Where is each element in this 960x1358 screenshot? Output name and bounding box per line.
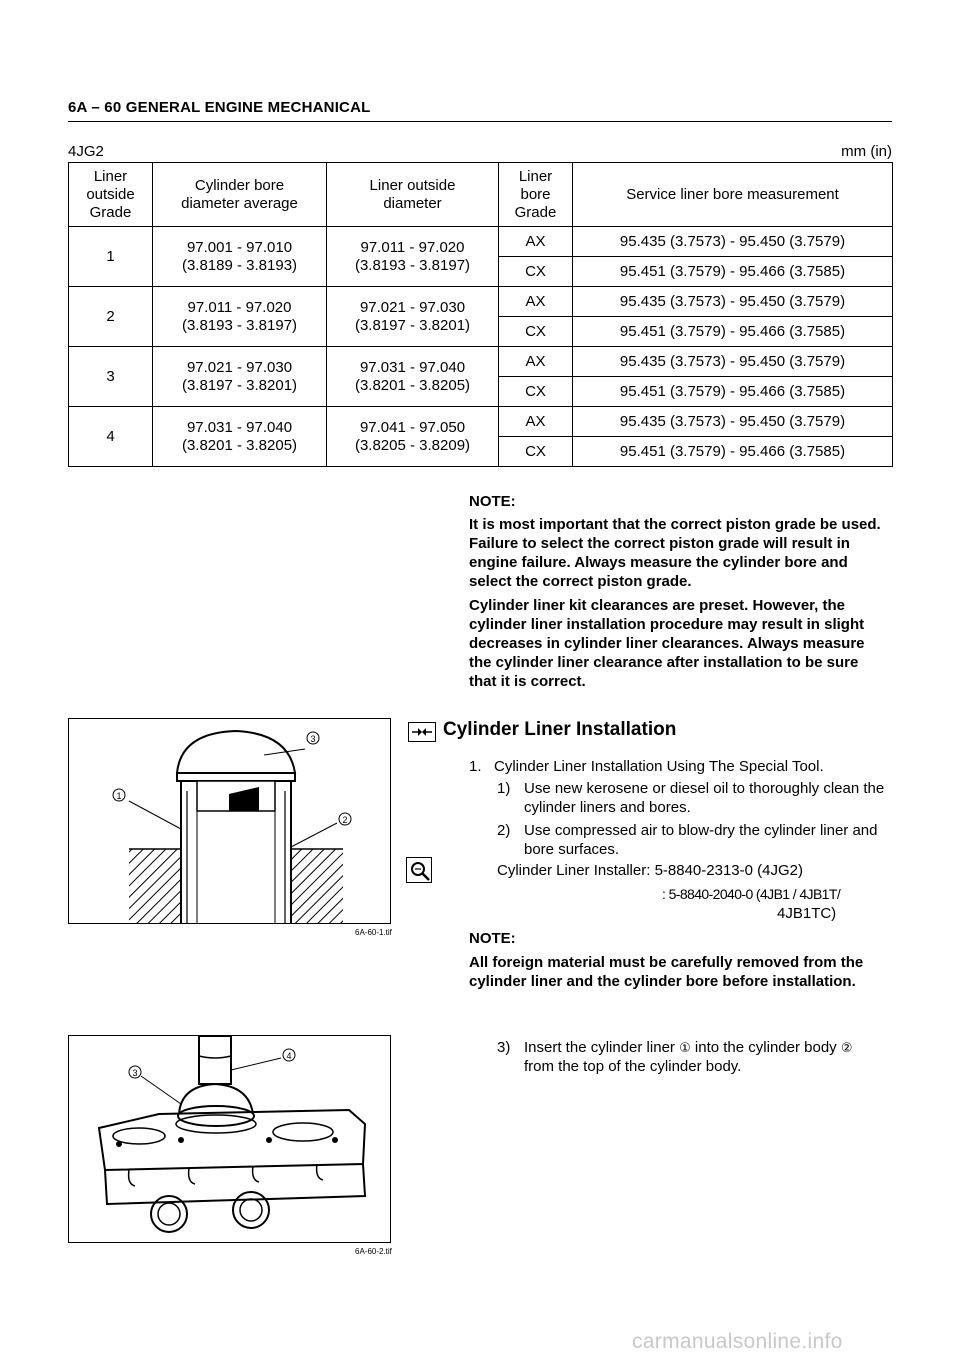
table-header-row bbox=[69, 163, 893, 227]
figure-caption: 6A-60-1.tif bbox=[355, 928, 392, 937]
special-tool-number: 4JB1TC) bbox=[777, 905, 837, 922]
note-paragraph: It is most important that the correct piston grade be used. Failure to select the correct piston grade will result in engine failure. Always measure the cylinder bore and select the correct piston grade. bbox=[469, 516, 881, 590]
cylinder-block-illustration bbox=[69, 1036, 390, 1242]
cell-outside: 97.011 - 97.020 (3.8193 - 3.8197) bbox=[327, 227, 499, 287]
step-1: 1. Cylinder Liner Installation Using The Special Tool. bbox=[469, 758, 824, 775]
callout-4 bbox=[283, 1049, 295, 1061]
liner-installer-illustration bbox=[69, 719, 390, 923]
table-row bbox=[69, 407, 893, 437]
cell-measurement: 95.435 (3.7573) - 95.450 (3.7579) bbox=[573, 347, 893, 377]
circled-1-mark: ① bbox=[679, 1040, 691, 1055]
cell-measurement: 95.451 (3.7579) - 95.466 (3.7585) bbox=[573, 437, 893, 467]
cell-bore-grade: AX bbox=[499, 287, 573, 317]
special-tool-icon bbox=[406, 857, 432, 883]
cell-bore-grade: CX bbox=[499, 317, 573, 347]
page-header-title: 6A – 60 GENERAL ENGINE MECHANICAL bbox=[68, 99, 371, 116]
cell-bore: 97.001 - 97.010 (3.8189 - 3.8193) bbox=[153, 227, 327, 287]
header-cylinder-bore-average: Cylinder bore diameter average bbox=[153, 163, 327, 227]
liner-insert-figure bbox=[68, 1035, 391, 1243]
step3-text-c: from the top of the cylinder body. bbox=[524, 1058, 742, 1075]
cell-measurement: 95.435 (3.7573) - 95.450 (3.7579) bbox=[573, 227, 893, 257]
table-engine-label: 4JG2 bbox=[68, 143, 104, 160]
header-liner-outside-diameter: Liner outside diameter bbox=[327, 163, 499, 227]
callout-3 bbox=[307, 732, 319, 744]
cell-grade: 3 bbox=[69, 347, 153, 407]
cell-measurement: 95.451 (3.7579) - 95.466 (3.7585) bbox=[573, 317, 893, 347]
table-row bbox=[69, 287, 893, 317]
step3-text-b: into the cylinder body bbox=[690, 1039, 841, 1056]
watermark: carmanualsonline.info bbox=[632, 1330, 843, 1353]
substep-number: 3) bbox=[497, 1039, 511, 1056]
header-rule bbox=[68, 121, 892, 122]
substep-text: Use compressed air to blow-dry the cylinder liner and bore surfaces. bbox=[524, 822, 878, 858]
svg-text:3: 3 bbox=[132, 1068, 138, 1078]
substep-text bbox=[524, 1038, 894, 1076]
cell-grade: 2 bbox=[69, 287, 153, 347]
table-row bbox=[69, 227, 893, 257]
liner-installer-figure bbox=[68, 718, 391, 924]
cell-bore-grade: CX bbox=[499, 377, 573, 407]
svg-text:3: 3 bbox=[310, 734, 316, 744]
cell-bore-grade: AX bbox=[499, 227, 573, 257]
cell-grade: 1 bbox=[69, 227, 153, 287]
substep-number: 2) bbox=[497, 822, 511, 839]
note-paragraph: All foreign material must be carefully removed from the cylinder liner and the cylinder bore before installation. bbox=[469, 954, 864, 990]
header-liner-outside-grade: Liner outside Grade bbox=[69, 163, 153, 227]
step3-text-a: Insert the cylinder liner bbox=[524, 1039, 680, 1056]
callout-2 bbox=[339, 813, 351, 825]
substep-number: 1) bbox=[497, 780, 511, 797]
header-liner-bore-grade: Liner bore Grade bbox=[499, 163, 573, 227]
install-arrows-icon bbox=[408, 722, 436, 742]
cell-outside: 97.021 - 97.030 (3.8197 - 3.8201) bbox=[327, 287, 499, 347]
figure-caption: 6A-60-2.tif bbox=[355, 1247, 392, 1256]
cell-bore-grade: AX bbox=[499, 407, 573, 437]
special-tool-number: : 5-8840-2040-0 (4JB1 / 4JB1T/ bbox=[662, 886, 841, 902]
callout-3 bbox=[129, 1066, 141, 1078]
header-service-measurement: Service liner bore measurement bbox=[573, 163, 893, 227]
cell-measurement: 95.435 (3.7573) - 95.450 (3.7579) bbox=[573, 287, 893, 317]
cell-bore-grade: CX bbox=[499, 257, 573, 287]
cell-measurement: 95.451 (3.7579) - 95.466 (3.7585) bbox=[573, 257, 893, 287]
note-label: NOTE: bbox=[469, 930, 516, 947]
cell-grade: 4 bbox=[69, 407, 153, 467]
cell-outside: 97.031 - 97.040 (3.8201 - 3.8205) bbox=[327, 347, 499, 407]
callout-1 bbox=[113, 789, 125, 801]
cell-outside: 97.041 - 97.050 (3.8205 - 3.8209) bbox=[327, 407, 499, 467]
table-unit-label: mm (in) bbox=[841, 143, 892, 160]
cell-bore-grade: CX bbox=[499, 437, 573, 467]
table-row bbox=[69, 347, 893, 377]
liner-grade-table bbox=[68, 162, 893, 467]
cell-bore-grade: AX bbox=[499, 347, 573, 377]
cell-measurement: 95.451 (3.7579) - 95.466 (3.7585) bbox=[573, 377, 893, 407]
cell-bore: 97.021 - 97.030 (3.8197 - 3.8201) bbox=[153, 347, 327, 407]
svg-text:4: 4 bbox=[286, 1051, 292, 1061]
cell-bore: 97.031 - 97.040 (3.8201 - 3.8205) bbox=[153, 407, 327, 467]
circled-2-mark: ② bbox=[840, 1040, 853, 1055]
cell-bore: 97.011 - 97.020 (3.8193 - 3.8197) bbox=[153, 287, 327, 347]
svg-text:2: 2 bbox=[342, 815, 348, 825]
note-paragraph: Cylinder liner kit clearances are preset. However, the cylinder liner installation procedure may result in slight decreases in cylinder liner clearances. Always measure the cylinder liner clearance after installation to be sure that it is correct. bbox=[469, 597, 865, 690]
section-title: Cylinder Liner Installation bbox=[443, 719, 677, 740]
special-tool-number: Cylinder Liner Installer: 5-8840-2313-0 (4JG2) bbox=[497, 862, 803, 879]
cell-measurement: 95.435 (3.7573) - 95.450 (3.7579) bbox=[573, 407, 893, 437]
note-label: NOTE: bbox=[469, 493, 516, 510]
svg-text:1: 1 bbox=[116, 791, 122, 801]
substep-text: Use new kerosene or diesel oil to thoroughly clean the cylinder liners and bores. bbox=[524, 780, 885, 816]
